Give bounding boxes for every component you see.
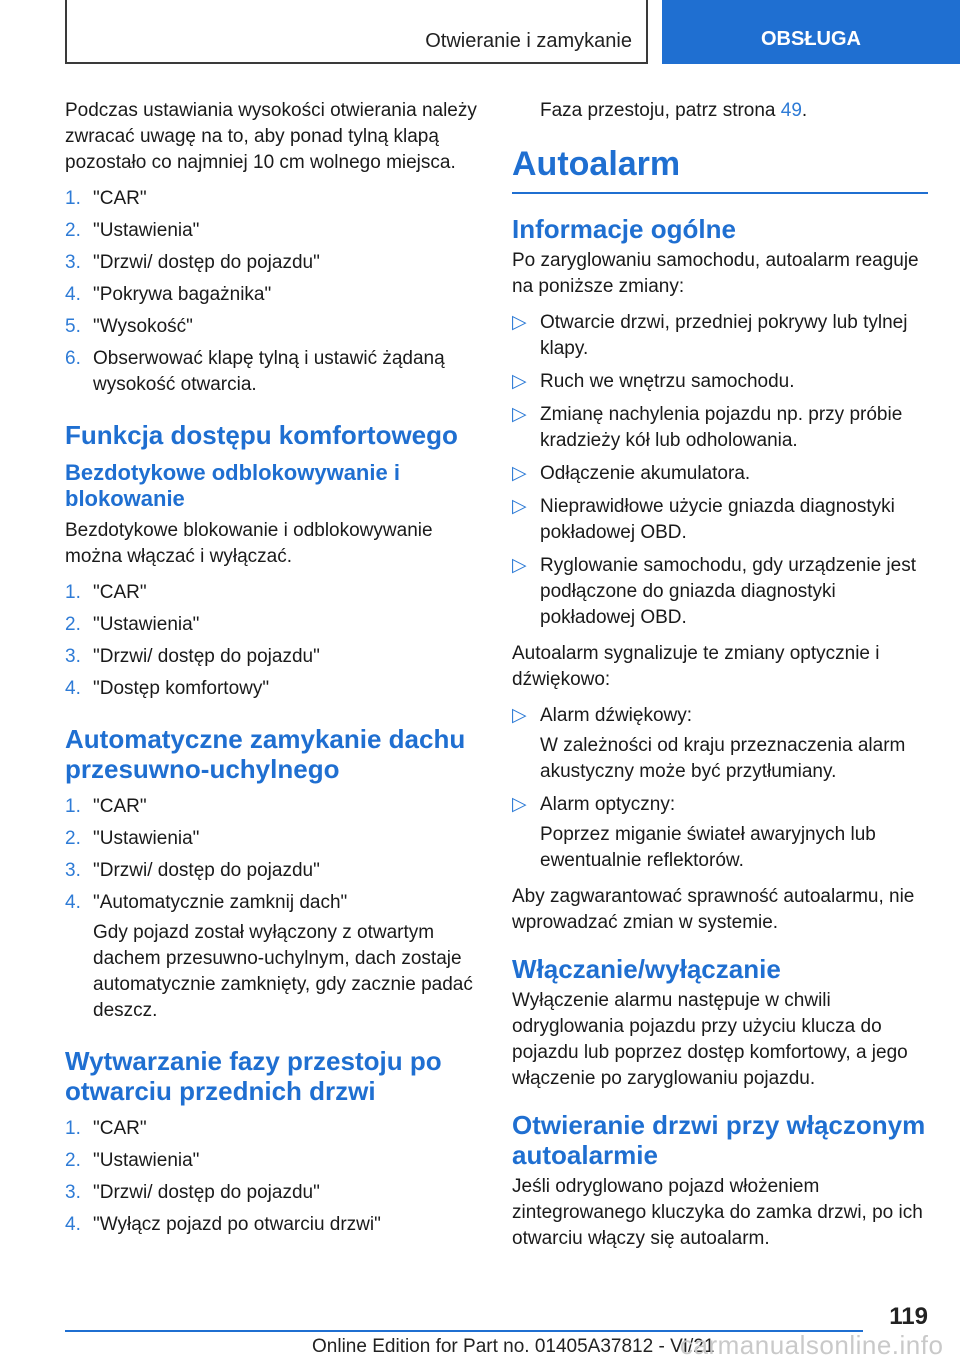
step-number: 2. xyxy=(65,828,81,849)
bullet-triangle-icon: ▷ xyxy=(512,404,527,425)
heading-autoalarm: Autoalarm xyxy=(512,144,928,194)
step-number: 1. xyxy=(65,582,81,603)
step-number: 3. xyxy=(65,646,81,667)
list-item xyxy=(65,826,477,852)
sound-alarm-note: W zależności od kraju przeznaczenia alarm akustyczny może być przytłumiany. xyxy=(540,735,906,782)
step-number: 4. xyxy=(65,1214,81,1235)
list-item xyxy=(65,218,477,244)
watermark: carmanualsonline.info xyxy=(680,1330,944,1360)
step-number: 2. xyxy=(65,220,81,241)
list-item xyxy=(512,461,928,487)
list-item xyxy=(512,369,928,395)
list-item xyxy=(65,580,477,606)
step-number: 4. xyxy=(65,892,81,913)
right-column xyxy=(512,98,928,1262)
list-item xyxy=(512,402,928,454)
list-item xyxy=(65,250,477,276)
bullet-text: Otwarcie drzwi, przedniej pokrywy lub tylnej klapy. xyxy=(540,312,908,359)
heading-general-info: Informacje ogólne xyxy=(512,214,736,244)
list-item xyxy=(65,282,477,308)
heading-roof-close: Automatyczne zamykanie dachu przesuwno-uchylnego xyxy=(65,724,466,784)
step-text: "CAR" xyxy=(93,796,147,817)
list-item xyxy=(65,794,477,820)
intro-paragraph: Podczas ustawiania wysokości otwierania należy zwracać uwagę na to, aby ponad tylną klapą pozostało co najmniej 10 cm wolnego miejsca. xyxy=(65,100,477,173)
step-text: "Pokrywa bagażnika" xyxy=(93,284,272,305)
header-tab-label: OBSŁUGA xyxy=(761,27,861,50)
bullet-text: Zmianę nachylenia pojazdu np. przy próbie kradzieży kół lub odholowania. xyxy=(540,404,903,451)
list-item xyxy=(512,792,928,874)
roof-note: Gdy pojazd został wyłączony z otwartym dachem przesuwno-uchylnym, dach zostaje automatycznie zamknięty, gdy zacznie padać deszcz. xyxy=(93,922,473,1021)
step-number: 1. xyxy=(65,1118,81,1139)
alarm-triggers-list xyxy=(512,310,928,631)
step-text: "CAR" xyxy=(93,1118,147,1139)
step-number: 3. xyxy=(65,1182,81,1203)
bullet-triangle-icon: ▷ xyxy=(512,496,527,517)
idle-reference-end: . xyxy=(801,100,808,121)
bullet-text: Alarm dźwiękowy: xyxy=(540,705,693,726)
bullet-text: Ryglowanie samochodu, gdy urządzenie jest podłączone do gniazda diagnostyki pokładowej OBD. xyxy=(540,555,916,628)
step-text: Obserwować klapę tylną i ustawić żądaną wysokość otwarcia. xyxy=(93,348,445,395)
step-number: 6. xyxy=(65,348,81,369)
list-item xyxy=(65,612,477,638)
list-item xyxy=(512,703,928,785)
header-frame xyxy=(65,0,648,64)
list-item xyxy=(512,553,928,631)
step-text: "Drzwi/ dostęp do pojazdu" xyxy=(93,1182,320,1203)
step-text: "Wyłącz pojazd po otwarciu drzwi" xyxy=(93,1214,381,1235)
bullet-triangle-icon: ▷ xyxy=(512,371,527,392)
step-number: 2. xyxy=(65,1150,81,1171)
step-text: "Automatycznie zamknij dach" xyxy=(93,892,348,913)
step-text: "Ustawienia" xyxy=(93,614,200,635)
footer-edition: Online Edition for Part no. 01405A37812 - VI/21 xyxy=(312,1336,715,1357)
step-text: "CAR" xyxy=(93,582,147,603)
heading-open-doors: Otwieranie drzwi przy włączonym autoalarmie xyxy=(512,1110,926,1170)
list-item xyxy=(65,1180,477,1206)
list-item xyxy=(512,494,928,546)
step-number: 5. xyxy=(65,316,81,337)
step-text: "Wysokość" xyxy=(93,316,193,337)
page-number: 119 xyxy=(889,1303,928,1330)
alarm-types-list xyxy=(512,703,928,874)
open-doors-paragraph: Jeśli odryglowano pojazd włożeniem zintegrowanego kluczyka do zamka drzwi, po ich otwarciu włączy się autoalarm. xyxy=(512,1176,923,1249)
left-column xyxy=(65,98,477,1248)
step-text: "Dostęp komfortowy" xyxy=(93,678,270,699)
step-text: "Ustawienia" xyxy=(93,220,200,241)
heading-on-off: Włączanie/wyłączanie xyxy=(512,954,781,984)
list-item xyxy=(65,676,477,702)
step-number: 4. xyxy=(65,284,81,305)
general-paragraph: Po zaryglowaniu samochodu, autoalarm reaguje na poniższe zmiany: xyxy=(512,250,919,297)
step-number: 3. xyxy=(65,252,81,273)
step-number: 2. xyxy=(65,614,81,635)
step-text: "Drzwi/ dostęp do pojazdu" xyxy=(93,252,320,273)
keyless-steps-list xyxy=(65,580,477,702)
bullet-text: Nieprawidłowe użycie gniazda diagnostyki pokładowej OBD. xyxy=(540,496,895,543)
heading-comfort-access: Funkcja dostępu komfortowego xyxy=(65,420,458,450)
roof-steps-list xyxy=(65,794,477,1024)
step-number: 4. xyxy=(65,678,81,699)
step-number: 1. xyxy=(65,796,81,817)
idle-steps-list xyxy=(65,1116,477,1238)
bullet-triangle-icon: ▷ xyxy=(512,705,527,726)
light-alarm-note: Poprzez miganie świateł awaryjnych lub ewentualnie reflektorów. xyxy=(540,824,876,871)
list-item xyxy=(65,1116,477,1142)
bullet-triangle-icon: ▷ xyxy=(512,463,527,484)
list-item xyxy=(65,346,477,398)
signal-paragraph: Autoalarm sygnalizuje te zmiany optycznie i dźwiękowo: xyxy=(512,643,880,690)
bullet-text: Ruch we wnętrzu samochodu. xyxy=(540,371,795,392)
header-tab xyxy=(662,0,960,64)
keyless-paragraph: Bezdotykowe blokowanie i odblokowywanie można włączać i wyłączać. xyxy=(65,520,433,567)
list-item xyxy=(65,186,477,212)
step-text: "Ustawienia" xyxy=(93,828,200,849)
bullet-text: Alarm optyczny: xyxy=(540,794,676,815)
step-text: "Ustawienia" xyxy=(93,1150,200,1171)
heading-keyless: Bezdotykowe odblokowywanie i blokowanie xyxy=(65,460,400,511)
height-steps-list xyxy=(65,186,477,398)
step-number: 1. xyxy=(65,188,81,209)
on-off-paragraph: Wyłączenie alarmu następuje w chwili odryglowania pojazdu przy użyciu klucza do pojazdu lub poprzez dostęp komfortowy, a jego włączenie po zaryglowaniu pojazdu. xyxy=(512,990,908,1089)
heading-idle-phase: Wytwarzanie fazy przestoju po otwarciu przednich drzwi xyxy=(65,1046,442,1106)
list-item xyxy=(65,644,477,670)
list-item xyxy=(65,314,477,340)
page-link[interactable]: 49 xyxy=(780,100,802,121)
step-text: "Drzwi/ dostęp do pojazdu" xyxy=(93,860,320,881)
step-text: "Drzwi/ dostęp do pojazdu" xyxy=(93,646,320,667)
list-item xyxy=(65,1148,477,1174)
bullet-triangle-icon: ▷ xyxy=(512,555,527,576)
header-section-title: Otwieranie i zamykanie xyxy=(425,30,632,52)
list-item xyxy=(65,1212,477,1238)
effective-paragraph: Aby zagwarantować sprawność autoalarmu, nie wprowadzać zmian w systemie. xyxy=(512,886,915,933)
step-text: "CAR" xyxy=(93,188,147,209)
bullet-triangle-icon: ▷ xyxy=(512,794,527,815)
list-item xyxy=(65,858,477,884)
idle-reference-text: Faza przestoju, patrz strona xyxy=(540,100,776,121)
step-number: 3. xyxy=(65,860,81,881)
bullet-text: Odłączenie akumulatora. xyxy=(540,463,751,484)
list-item xyxy=(512,310,928,362)
idle-reference xyxy=(512,98,928,124)
bullet-triangle-icon: ▷ xyxy=(512,312,527,333)
list-item xyxy=(65,890,477,1024)
